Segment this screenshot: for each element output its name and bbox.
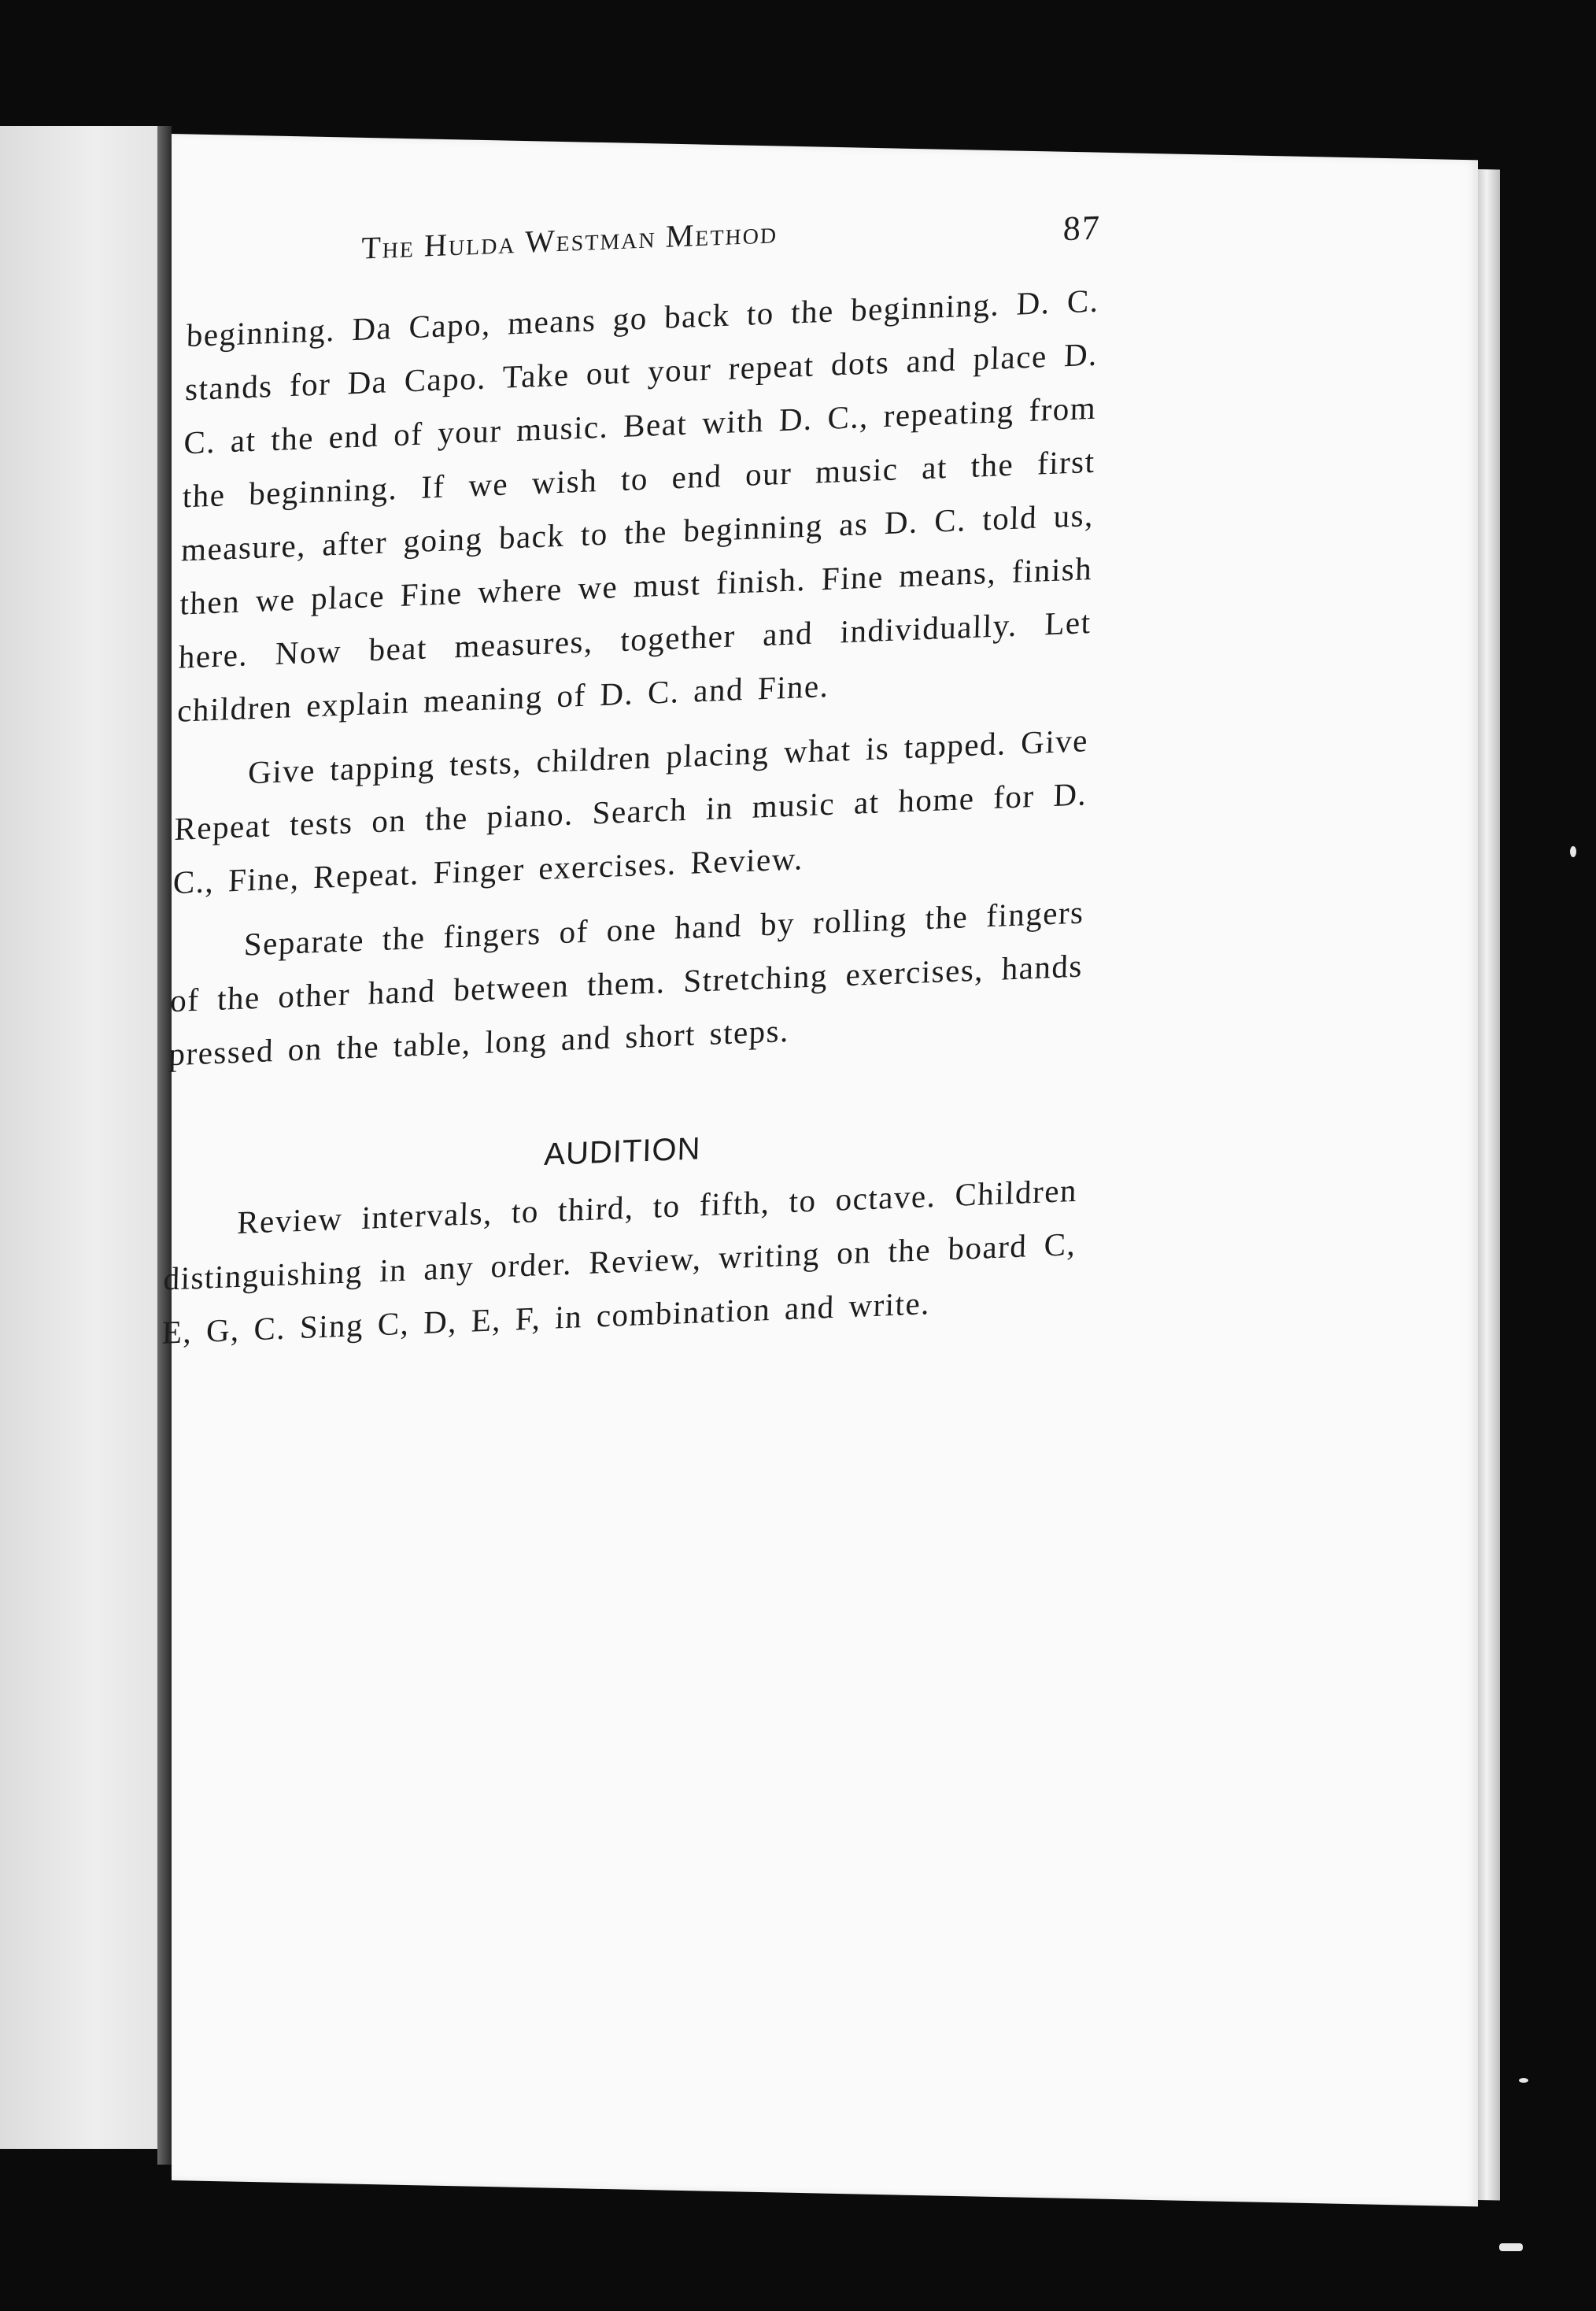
page-content — [161, 201, 1101, 1359]
body-paragraph: Give tapping tests, children placing what is tapped. Give Repeat tests on the piano. Search in music at home for D. C., Fine, Repeat. Finger exercises. Review. — [172, 722, 1089, 901]
section-paragraph: Review intervals, to third, to fifth, to octave. Children distinguishing in any order. Review, writing on the board C, E, G, C. Sing C, D, E, F, in combination and write. — [161, 1171, 1078, 1351]
dust-speck — [1519, 2078, 1528, 2083]
body-paragraph: Separate the fingers of one hand by rolling the fingers of the other hand between them. Stretching exercises, hands pressed on the table, long and short steps. — [168, 893, 1085, 1073]
section-heading: AUDITION — [543, 1131, 701, 1173]
body-paragraph: beginning. Da Capo, means go back to the beginning. D. C. stands for Da Capo. Take out your repeat dots and place D. C. at the end of your music. Beat with D. C., repeating from the beginning. If we wish to end our music at the first measure, after going back to the beginning as D. C. told us, then we place Fine where we must finish. Fine means, finish here. Now beat measures, together and individually. Let children explain meaning of D. C. and Fine. — [176, 282, 1100, 729]
dust-speck — [1499, 2243, 1523, 2251]
page-number: 87 — [1062, 208, 1102, 249]
dust-speck — [1570, 846, 1576, 857]
page-stack-edge — [1478, 169, 1500, 2201]
previous-page-edge — [0, 126, 157, 2149]
running-title: The Hulda Westman Method — [360, 214, 778, 266]
